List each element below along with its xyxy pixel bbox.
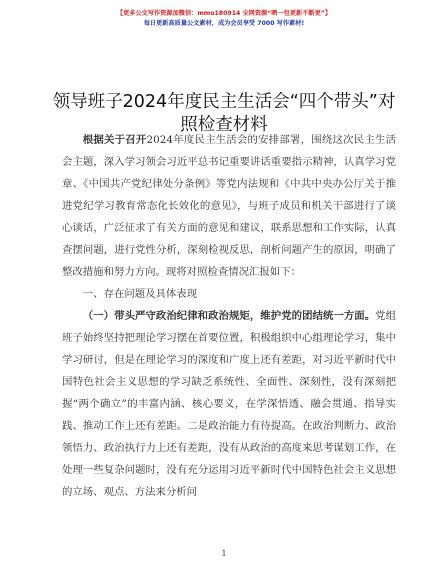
banner-line-1: 【更多公文写作资源加微信：mmo180914 全网资源“晒一包更新不断更”】 xyxy=(116,10,332,17)
promo-banner xyxy=(90,9,358,35)
subsection-paragraph xyxy=(62,305,396,503)
intro-paragraph xyxy=(62,129,396,283)
banner-line-2: 每日更新高质量公文素材，成为会员享受 7000 写作素材! xyxy=(143,20,305,27)
intro-lead: 根据关于召开 xyxy=(82,134,147,146)
subsection-heading: （一）带头严守政治纪律和政治规矩，维护党的团结统一方面。 xyxy=(82,310,376,322)
document-title: 领导班子2024年度民主生活会“四个带头”对照检查材料 xyxy=(52,92,396,135)
document-body xyxy=(62,129,396,503)
page-number: 1 xyxy=(221,549,227,558)
section-heading: 一、存在问题及具体表现 xyxy=(82,288,198,300)
intro-text: 2024年度民主生活会的安排部署，围绕这次民主生活会主题，深入学习领会习近平总书记重要讲话重要指示精神，认真学习党章、《中国共产党纪律处分条例》等党内法规和《中共中央办公厅关于推进党纪学习教育常态化长效化的意见》，与班子成员和机关干部进行了谈心谈话，广泛征求了有关方面的意见和建议，联系思想和工作实际，认真查摆问题，进行党性分析，深刻检视反思，剖析问题产生的原因，明确了整改措施和努力方向。现将对照检查情况汇报如下： xyxy=(62,134,397,278)
subsection-text: 党组班子始终坚持把理论学习摆在首要位置，积极组织中心组理论学习，集中学习研讨，但是在理论学习的深度和广度上还有差距，对习近平新时代中国特色社会主义思想的学习缺乏系统性、全面性、深刻性，没有深刻把握“两个确立”的丰富内涵、核心要义，在学深悟透、融会贯通、指导实践、推动工作上还有差距。二是政治能力有待提高。在政治判断力、政治领悟力、政治执行力上还有差距，没有从政治的高度来思考谋划工作，在处理一些复杂问题时，没有充分运用习近平新时代中国特色社会主义思想的立场、观点、方法来分析问 xyxy=(62,310,397,498)
